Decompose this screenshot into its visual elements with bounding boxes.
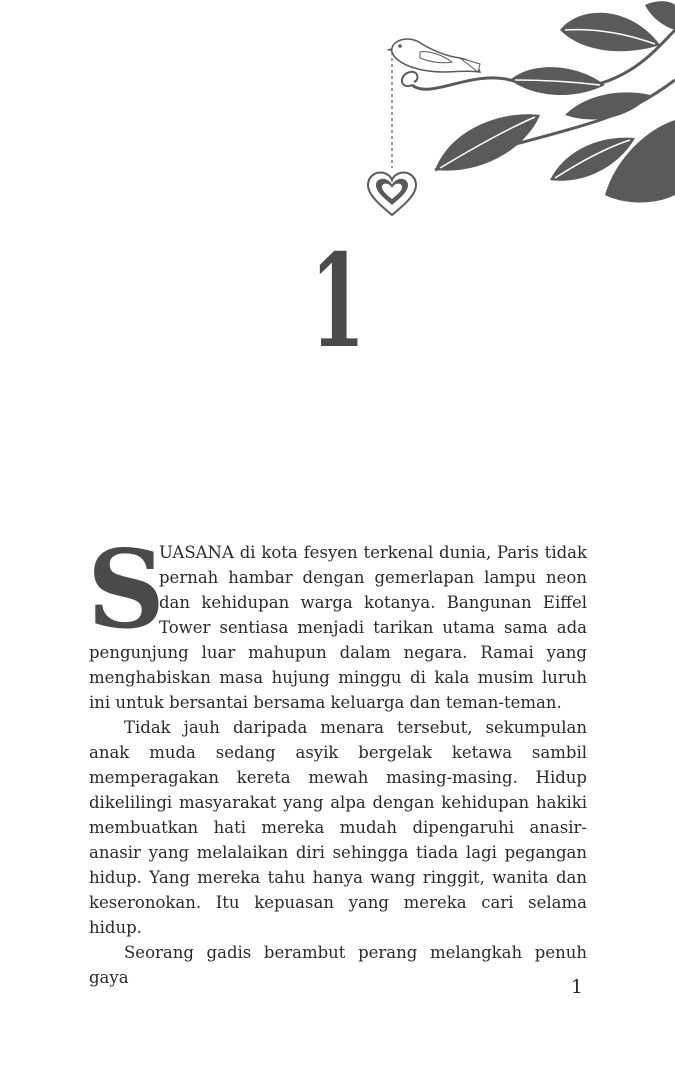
drop-cap: S <box>87 527 165 653</box>
vine-curl <box>402 72 418 86</box>
paragraph-1 <box>87 527 587 715</box>
leaf <box>565 92 650 119</box>
chapter-number: 1 <box>310 227 366 377</box>
page-number: 1 <box>570 976 583 998</box>
leaf <box>645 1 675 30</box>
bird-icon <box>386 39 480 72</box>
leaf-bird-heart-ornament <box>360 0 675 230</box>
paragraph-2: Tidak jauh daripada menara tersebut, sekumpulan anak muda sedang asyik bergelak ketawa sambil memperagakan kereta mewah masing-masing. Hidup dikelilingi masyarakat yang alpa dengan kehidupan hakiki membuatkan hati mereka mudah dipengaruhi anasir-anasir yang melalaikan diri sehingga tiada lagi pegangan hidup. Yang mereka tahu hanya wang ringgit, wanita dan keseronokan. Itu kepuasan yang mereka cari selama hidup. <box>89 718 587 937</box>
chapter-body <box>87 527 587 990</box>
leaf <box>605 120 675 203</box>
paragraph-3: Seorang gadis berambut perang melangkah penuh gaya <box>89 943 587 987</box>
heart-icon <box>368 173 416 215</box>
paragraph-1-text: UASANA di kota fesyen terkenal dunia, Paris tidak pernah hambar dengan gemerlapan lampu neon dan kehidupan warga kotanya. Bangunan Eiffel Tower sentiasa menjadi tarikan utama sama ada pengunjung luar mahupun dalam negara. Ramai yang menghabiskan masa hujung minggu di kala musim luruh ini untuk bersantai bersama keluarga dan teman-teman. <box>89 543 587 712</box>
